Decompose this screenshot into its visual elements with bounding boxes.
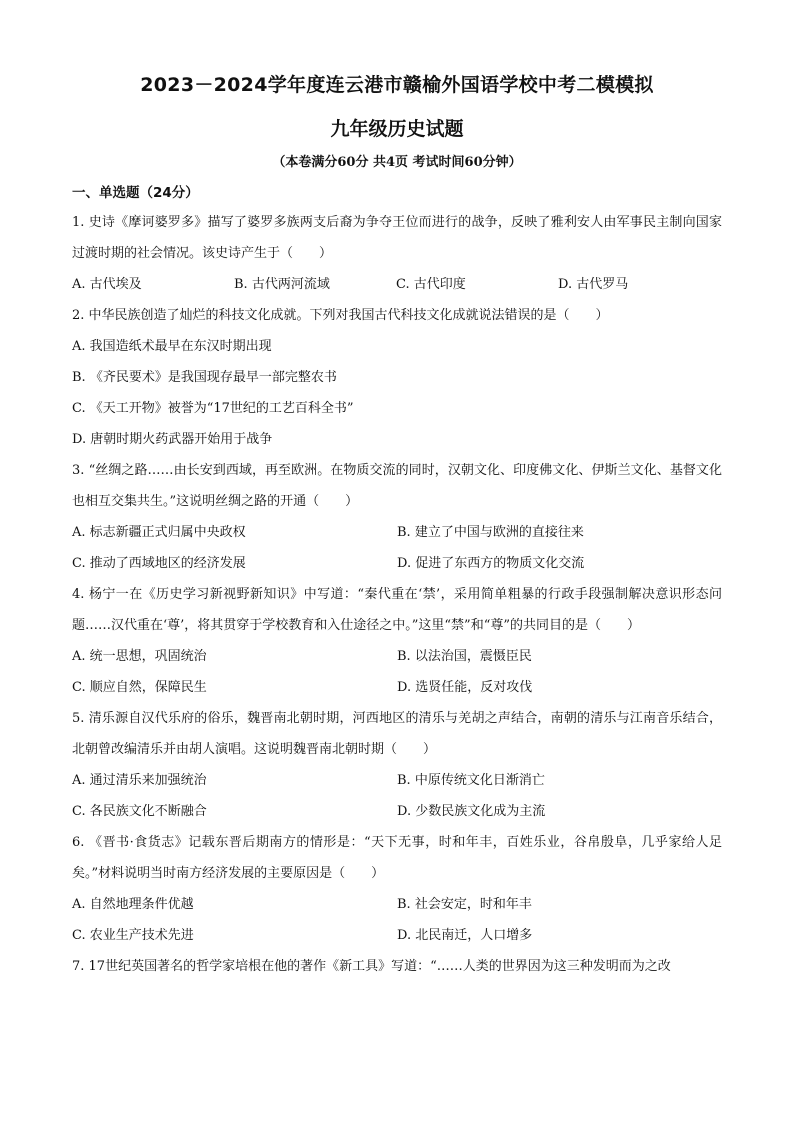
option-list	[72, 517, 722, 579]
exam-info: （本卷满分60分 共4页 考试时间60分钟）	[272, 155, 522, 170]
exam-title: 2023－2024学年度连云港市赣榆外国语学校中考二模模拟	[140, 74, 654, 96]
option-c[interactable]: C. 《天工开物》被誉为“17世纪的工艺百科全书”	[72, 401, 354, 416]
option-b[interactable]: B. 建立了中国与欧洲的直接往来	[397, 525, 584, 540]
question-list	[72, 207, 722, 982]
option-list	[72, 889, 722, 951]
option-c[interactable]: C. 各民族文化不断融合	[72, 804, 207, 819]
question-stem: 6. 《晋书·食货志》记载东晋后期南方的情形是：“天下无事，时和年丰，百姓乐业，谷帛殷阜，几乎家给人足矣。”材料说明当时南方经济发展的主要原因是（ ）	[72, 835, 722, 881]
option-d[interactable]: D. 唐朝时期火药武器开始用于战争	[72, 432, 273, 447]
option-list	[72, 331, 722, 455]
question-6	[72, 827, 722, 951]
question-stem: 3. “丝绸之路……由长安到西域，再至欧洲。在物质交流的同时，汉朝文化、印度佛文化、伊斯兰文化、基督文化也相互交集共生。”这说明丝绸之路的开通（ ）	[72, 463, 722, 509]
option-a[interactable]: A. 古代埃及	[72, 277, 142, 292]
option-b[interactable]: B. 中原传统文化日渐消亡	[397, 773, 545, 788]
option-a[interactable]: A. 统一思想，巩固统治	[72, 649, 207, 664]
option-list	[72, 641, 722, 703]
option-list	[72, 269, 722, 300]
option-d[interactable]: D. 古代罗马	[558, 277, 629, 292]
option-b[interactable]: B. 社会安定，时和年丰	[397, 897, 532, 912]
option-b[interactable]: B. 古代两河流域	[234, 277, 330, 292]
question-4	[72, 579, 722, 703]
option-d[interactable]: D. 选贤任能，反对攻伐	[397, 680, 533, 695]
question-stem: 1. 史诗《摩诃婆罗多》描写了婆罗多族两支后裔为争夺王位而进行的战争，反映了雅利安人由军事民主制向国家过渡时期的社会情况。该史诗产生于（ ）	[72, 215, 722, 261]
option-d[interactable]: D. 促进了东西方的物质文化交流	[397, 556, 585, 571]
section-title: 一、单选题（24分）	[72, 185, 199, 201]
option-c[interactable]: C. 推动了西域地区的经济发展	[72, 556, 246, 571]
question-stem: 7. 17世纪英国著名的哲学家培根在他的著作《新工具》写道：“……人类的世界因为这三种发明而为之改	[72, 959, 671, 974]
option-d[interactable]: D. 少数民族文化成为主流	[397, 804, 546, 819]
option-b[interactable]: B. 以法治国，震慑臣民	[397, 649, 532, 664]
option-a[interactable]: A. 通过清乐来加强统治	[72, 773, 207, 788]
question-7	[72, 951, 722, 982]
option-a[interactable]: A. 我国造纸术最早在东汉时期出现	[72, 339, 272, 354]
question-2	[72, 300, 722, 455]
question-stem: 5. 清乐源自汉代乐府的俗乐，魏晋南北朝时期，河西地区的清乐与羌胡之声结合，南朝的清乐与江南音乐结合，北朝曾改编清乐并由胡人演唱。这说明魏晋南北朝时期（ ）	[72, 711, 722, 757]
exam-subject-title: 九年级历史试题	[330, 118, 464, 140]
option-list	[72, 765, 722, 827]
question-3	[72, 455, 722, 579]
option-c[interactable]: C. 古代印度	[396, 277, 466, 292]
question-stem: 4. 杨宁一在《历史学习新视野新知识》中写道：“秦代重在‘禁’，采用简单粗暴的行政手段强制解决意识形态问题……汉代重在‘尊’，将其贯穿于学校教育和入仕途径之中。”这里“禁”和“尊”的共同目的是（ ）	[72, 587, 722, 633]
option-c[interactable]: C. 顺应自然，保障民生	[72, 680, 207, 695]
question-5	[72, 703, 722, 827]
option-b[interactable]: B. 《齐民要术》是我国现存最早一部完整农书	[72, 370, 337, 385]
option-a[interactable]: A. 标志新疆正式归属中央政权	[72, 525, 246, 540]
option-c[interactable]: C. 农业生产技术先进	[72, 928, 194, 943]
option-d[interactable]: D. 北民南迁，人口增多	[397, 928, 533, 943]
option-a[interactable]: A. 自然地理条件优越	[72, 897, 194, 912]
question-1	[72, 207, 722, 300]
question-stem: 2. 中华民族创造了灿烂的科技文化成就。下列对我国古代科技文化成就说法错误的是（ ）	[72, 308, 609, 323]
